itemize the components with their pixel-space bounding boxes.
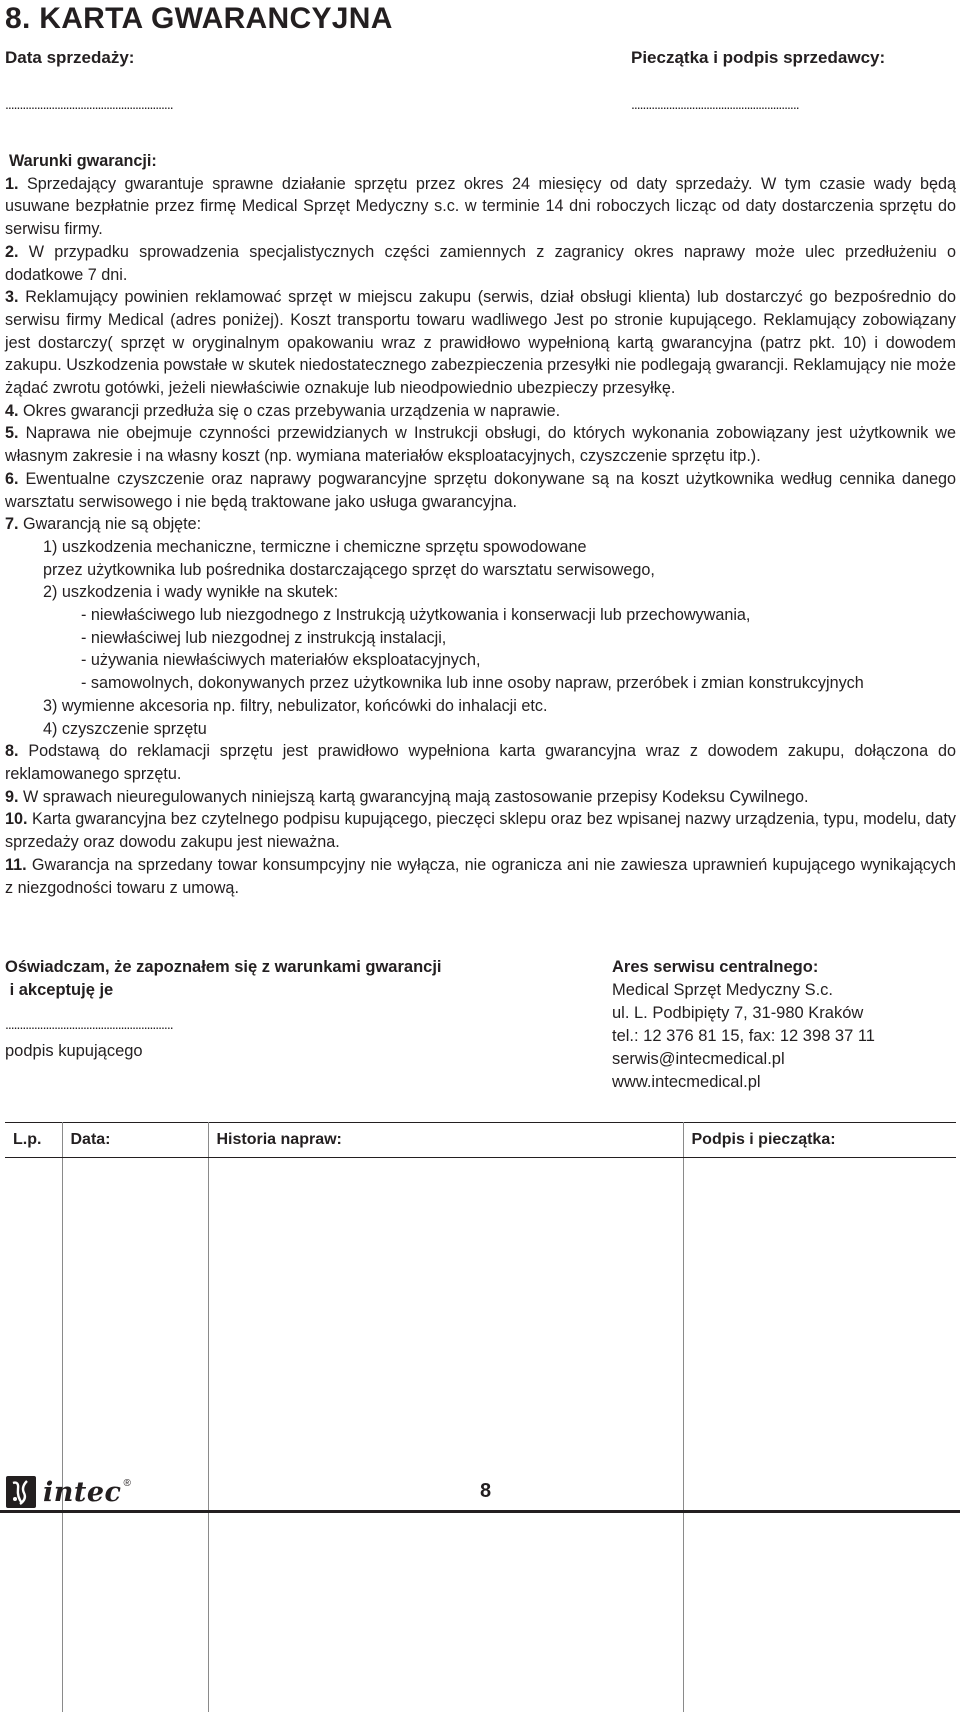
condition-item bbox=[5, 513, 956, 536]
sale-date-dots: .......................................................... bbox=[5, 96, 173, 112]
condition-number: 2. bbox=[5, 243, 19, 261]
condition-text: Podstawą do reklamacji sprzętu jest prawidłowo wypełniona karta gwarancyjna wraz z dowodem zakupu, dołączona do reklamowanego sprzętu. bbox=[5, 742, 956, 783]
declaration-dots: .......................................................... bbox=[5, 1016, 565, 1032]
condition-text: Okres gwarancji przedłuża się o czas przebywania urządzenia w naprawie. bbox=[19, 402, 561, 420]
table-cell bbox=[208, 1158, 683, 1712]
condition-number: 8. bbox=[5, 742, 19, 760]
condition-text: Gwarancją nie są objęte: bbox=[19, 515, 202, 533]
footer-rule bbox=[0, 1510, 960, 1513]
intec-emblem-icon bbox=[5, 1475, 37, 1509]
page-number: 8 bbox=[480, 1480, 491, 1503]
service-line: tel.: 12 376 81 15, fax: 12 398 37 11 bbox=[612, 1025, 952, 1048]
condition-item bbox=[5, 286, 956, 400]
condition-number: 5. bbox=[5, 424, 19, 442]
table-cell bbox=[683, 1158, 956, 1712]
exclusion-item: 4) czyszczenie sprzętu bbox=[5, 718, 956, 741]
intec-logo bbox=[5, 1474, 131, 1510]
condition-text: W sprawach nieuregulowanych niniejszą kartą gwarancyjną mają zastosowanie przepisy Kodeksu Cywilnego. bbox=[19, 788, 809, 806]
condition-number: 4. bbox=[5, 402, 19, 420]
sale-date-label: Data sprzedaży: bbox=[5, 47, 134, 69]
exclusion-item: - samowolnych, dokonywanych przez użytkownika lub inne osoby napraw, przeróbek i zmian konstrukcyjnych bbox=[5, 672, 956, 695]
condition-item bbox=[5, 808, 956, 853]
exclusion-item: - niewłaściwej lub niezgodnej z instrukcją instalacji, bbox=[5, 627, 956, 650]
condition-number: 9. bbox=[5, 788, 19, 806]
exclusion-item: 1) uszkodzenia mechaniczne, termiczne i chemiczne sprzętu spowodowane bbox=[5, 536, 956, 559]
condition-number: 6. bbox=[5, 470, 19, 488]
condition-text: Reklamujący powinien reklamować sprzęt w miejscu zakupu (serwis, dział obsługi klienta) lub dostarczyć go bezpośrednio do serwisu firmy Medical (adres poniżej). Koszt transportu towaru wadliwego Jest po stronie kupującego. Reklamujący zobowiązany jest dostarczy( sprzęt w oryginalnym opakowaniu wraz z prawidłowo wypełnioną kartą gwarancyjna (patrz pkt. 10) i dowodem zakupu. Uszkodzenia powstałe w skutek niedostatecznego zabezpieczenia przesyłki nie podlegają gwarancji. Reklamujący nie może żądać zwrotu gotówki, jeżeli niewłaściwie oznakuje lub nieodpowiednio ubezpieczy przesyłkę. bbox=[5, 288, 956, 397]
condition-item bbox=[5, 422, 956, 467]
exclusion-item: 2) uszkodzenia i wady wynikłe na skutek: bbox=[5, 581, 956, 604]
declaration-line-1: Oświadczam, że zapoznałem się z warunkami gwarancji bbox=[5, 956, 565, 979]
exclusion-item: przez użytkownika lub pośrednika dostarczającego sprzęt do warsztatu serwisowego, bbox=[5, 559, 956, 582]
service-line: ul. L. Podbipięty 7, 31-980 Kraków bbox=[612, 1002, 952, 1025]
service-line: Medical Sprzęt Medyczny S.c. bbox=[612, 979, 952, 1002]
condition-text: Naprawa nie obejmuje czynności przewidzianych w Instrukcji obsługi, do których wykonania zobowiązany jest użytkownik we własnym zakresie i na własny koszt (np. wymiana materiałów eksploatacyjnych, czyszczenie sprzętu itp.). bbox=[5, 424, 956, 465]
declaration-line-2: i akceptuję je bbox=[5, 979, 565, 1002]
condition-text: Karta gwarancyjna bez czytelnego podpisu kupującego, pieczęci sklepu oraz bez wpisanej nazwy urządzenia, typu, modelu, daty sprzedaży oraz dowodu zakupu jest nieważna. bbox=[5, 810, 956, 851]
condition-item bbox=[5, 740, 956, 785]
column-header-signature: Podpis i pieczątka: bbox=[683, 1123, 956, 1158]
table-row bbox=[5, 1158, 956, 1712]
service-heading: Ares serwisu centralnego: bbox=[612, 956, 952, 979]
conditions-heading: Warunki gwarancji: bbox=[9, 152, 157, 170]
condition-number: 11. bbox=[5, 856, 27, 874]
page-title: 8. KARTA GWARANCYJNA bbox=[5, 0, 393, 38]
service-address bbox=[612, 956, 952, 1094]
seller-stamp-label: Pieczątka i podpis sprzedawcy: bbox=[631, 47, 885, 69]
exclusion-item: - niewłaściwego lub niezgodnego z Instrukcją użytkowania i konserwacji lub przechowywania, bbox=[5, 604, 956, 627]
condition-item bbox=[5, 241, 956, 286]
exclusion-item: - używania niewłaściwych materiałów eksploatacyjnych, bbox=[5, 649, 956, 672]
service-website: www.intecmedical.pl bbox=[612, 1071, 952, 1094]
condition-number: 3. bbox=[5, 288, 19, 306]
service-email: serwis@intecmedical.pl bbox=[612, 1048, 952, 1071]
condition-number: 7. bbox=[5, 515, 19, 533]
condition-item bbox=[5, 468, 956, 513]
column-header-date: Data: bbox=[62, 1123, 208, 1158]
repair-history-table bbox=[5, 1122, 956, 1712]
condition-text: W przypadku sprowadzenia specjalistycznych części zamiennych z zagranicy okres naprawy może ulec przedłużeniu o dodatkowe 7 dni. bbox=[5, 243, 956, 284]
logo-wordmark: intec bbox=[43, 1477, 121, 1508]
seller-stamp-dots: .......................................................... bbox=[631, 96, 799, 112]
condition-item bbox=[5, 400, 956, 423]
condition-text: Sprzedający gwarantuje sprawne działanie sprzętu przez okres 24 miesięcy od daty sprzedaży. W tym czasie wady będą usuwane bezpłatnie przez firmę Medical Sprzęt Medyczny s.c. w terminie 14 dni roboczych licząc od daty dostarczenia sprzętu do serwisu firmy. bbox=[5, 175, 956, 238]
table-cell bbox=[62, 1158, 208, 1712]
registered-mark: ® bbox=[123, 1478, 130, 1489]
condition-number: 1. bbox=[5, 175, 19, 193]
condition-item bbox=[5, 786, 956, 809]
buyer-declaration bbox=[5, 956, 565, 1063]
column-header-history: Historia napraw: bbox=[208, 1123, 683, 1158]
warranty-conditions bbox=[5, 150, 956, 899]
condition-item bbox=[5, 854, 956, 899]
condition-number: 10. bbox=[5, 810, 28, 828]
column-header-lp: L.p. bbox=[5, 1123, 62, 1158]
condition-text: Gwarancja na sprzedany towar konsumpcyjny nie wyłącza, nie ogranicza ani nie zawiesza uprawnień kupującego wynikających z niezgodności towaru z umową. bbox=[5, 856, 956, 897]
exclusion-item: 3) wymienne akcesoria np. filtry, nebulizator, końcówki do inhalacji etc. bbox=[5, 695, 956, 718]
condition-item bbox=[5, 173, 956, 241]
buyer-signature-label: podpis kupującego bbox=[5, 1040, 565, 1063]
table-cell bbox=[5, 1158, 62, 1712]
condition-text: Ewentualne czyszczenie oraz naprawy pogwarancyjne sprzętu dokonywane są na koszt użytkownika według cennika danego warsztatu serwisowego i nie będą traktowane jako usługa gwarancyjna. bbox=[5, 470, 956, 511]
